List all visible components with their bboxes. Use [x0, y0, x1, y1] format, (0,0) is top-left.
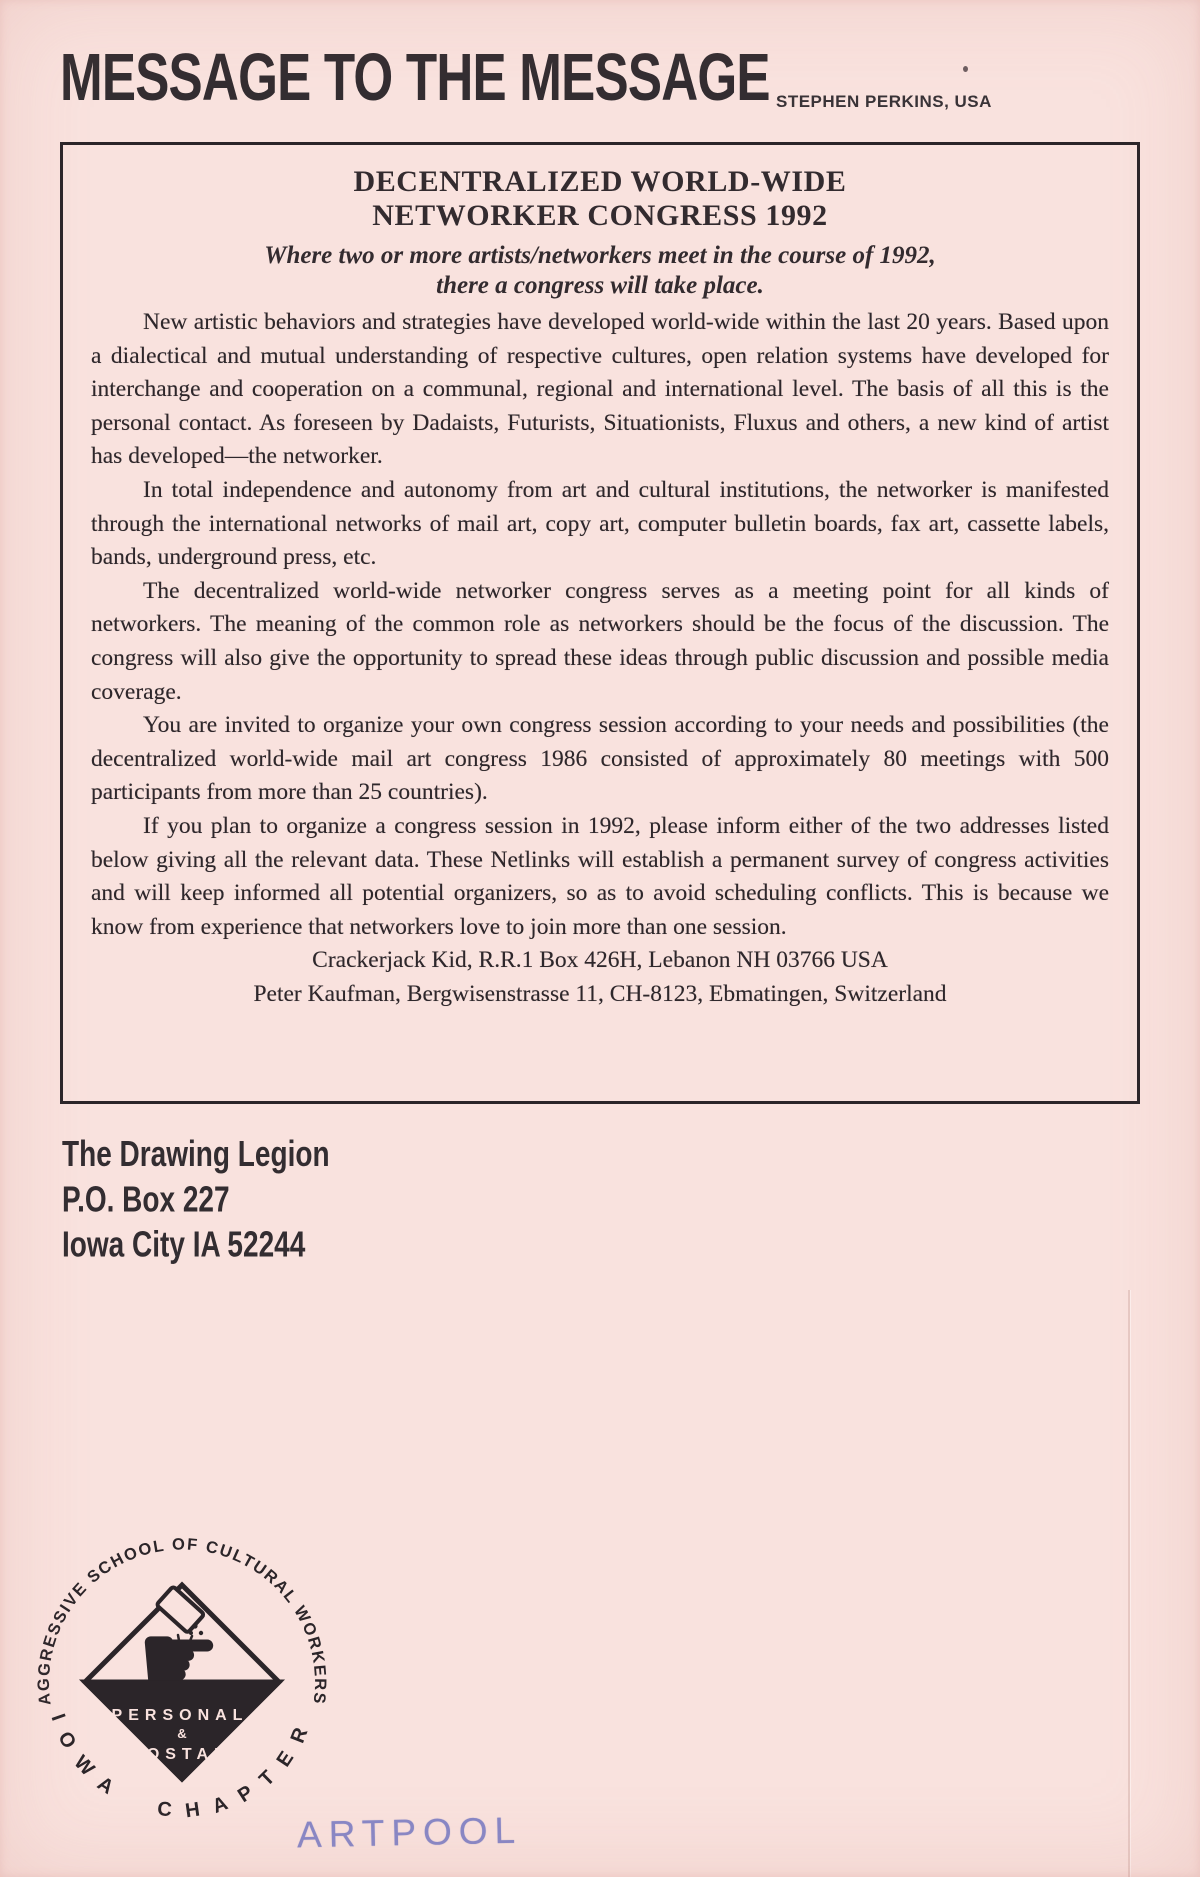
logo-arc-bottom-text: IOWA CHAPTER — [46, 1710, 318, 1823]
logo-postal-label: POSTAL — [130, 1746, 230, 1763]
paragraph-total-independence: In total independence and autonomy from art and cultural institutions, the networker is manifested through the international networks of mail art, copy art, computer bulletin boards, fax art, cassette labels, bands, underground press, etc. — [91, 476, 1109, 571]
congress-subtitle — [91, 241, 1109, 301]
page-title: MESSAGE TO THE MESSAGE — [60, 39, 770, 115]
logo-ampersand-label: & — [177, 1726, 187, 1741]
congress-heading-line1: DECENTRALIZED WORLD-WIDE — [353, 165, 847, 198]
sender-city: Iowa City IA 52244 — [62, 1224, 306, 1265]
ink-speck — [963, 66, 968, 72]
paper-crease — [1128, 1290, 1130, 1877]
sender-address-block — [62, 1132, 330, 1268]
contact-address-crackerjack-kid: Crackerjack Kid, R.R.1 Box 426H, Lebanon NH 03766 USA — [312, 947, 888, 974]
pointing-hand-icon: ☛ — [138, 1609, 220, 1709]
congress-subtitle-line1: Where two or more artists/networkers meet in the course of 1992, — [264, 242, 936, 269]
paragraph-netlinks: If you plan to organize a congress session in 1992, please inform either of the two addresses listed below giving all the relevant data. These Netlinks will establish a permanent survey of congress activities and will keep informed all potential organizers, so as to avoid scheduling conflicts. This is because we know from experience that networkers love to join more than one session. — [91, 812, 1109, 940]
artpool-stamp: ARTPOOL — [296, 1809, 523, 1856]
paragraph-meeting-point: The decentralized world-wide networker congress serves as a meeting point for all kinds of networkers. The meaning of the common role as networkers should be the focus of the discussion. The congress will also give the opportunity to spread these ideas through public discussion and possible media coverage. — [91, 577, 1109, 705]
sender-name: The Drawing Legion — [62, 1134, 330, 1175]
paragraph-new-artistic-behaviors: New artistic behaviors and strategies have developed world-wide within the last 20 years. Based upon a dialectical and mutual understanding of respective cultures, open relation systems have developed for interchange and cooperation on a communal, regional and international level. The basis of all this is the personal contact. As foreseen by Dadaists, Futurists, Situationists, Fluxus and others, a new kind of artist has developed—the networker. — [91, 309, 1109, 470]
byline: STEPHEN PERKINS, USA — [776, 92, 992, 111]
paragraph-invitation: You are invited to organize your own congress session according to your needs and possibilities (the decentralized world-wide mail art congress 1986 consisted of approximately 80 meetings with 500 participants from more than 25 countries). — [91, 712, 1109, 806]
congress-heading-line2: NETWORKER CONGRESS 1992 — [372, 199, 828, 232]
congress-subtitle-line2: there a congress will take place. — [436, 272, 764, 299]
aggressive-school-logo — [30, 1524, 330, 1829]
congress-announcement-box — [60, 142, 1140, 1104]
congress-heading — [91, 165, 1109, 233]
logo-personal-label: PERSONAL — [111, 1707, 249, 1724]
sender-po-box: P.O. Box 227 — [62, 1179, 230, 1220]
contact-address-peter-kaufman: Peter Kaufman, Bergwisenstrasse 11, CH-8123, Ebmatingen, Switzerland — [253, 980, 947, 1007]
logo-arc-top-text: AGGRESSIVE SCHOOL OF CULTURAL WORKERS — [34, 1535, 330, 1707]
